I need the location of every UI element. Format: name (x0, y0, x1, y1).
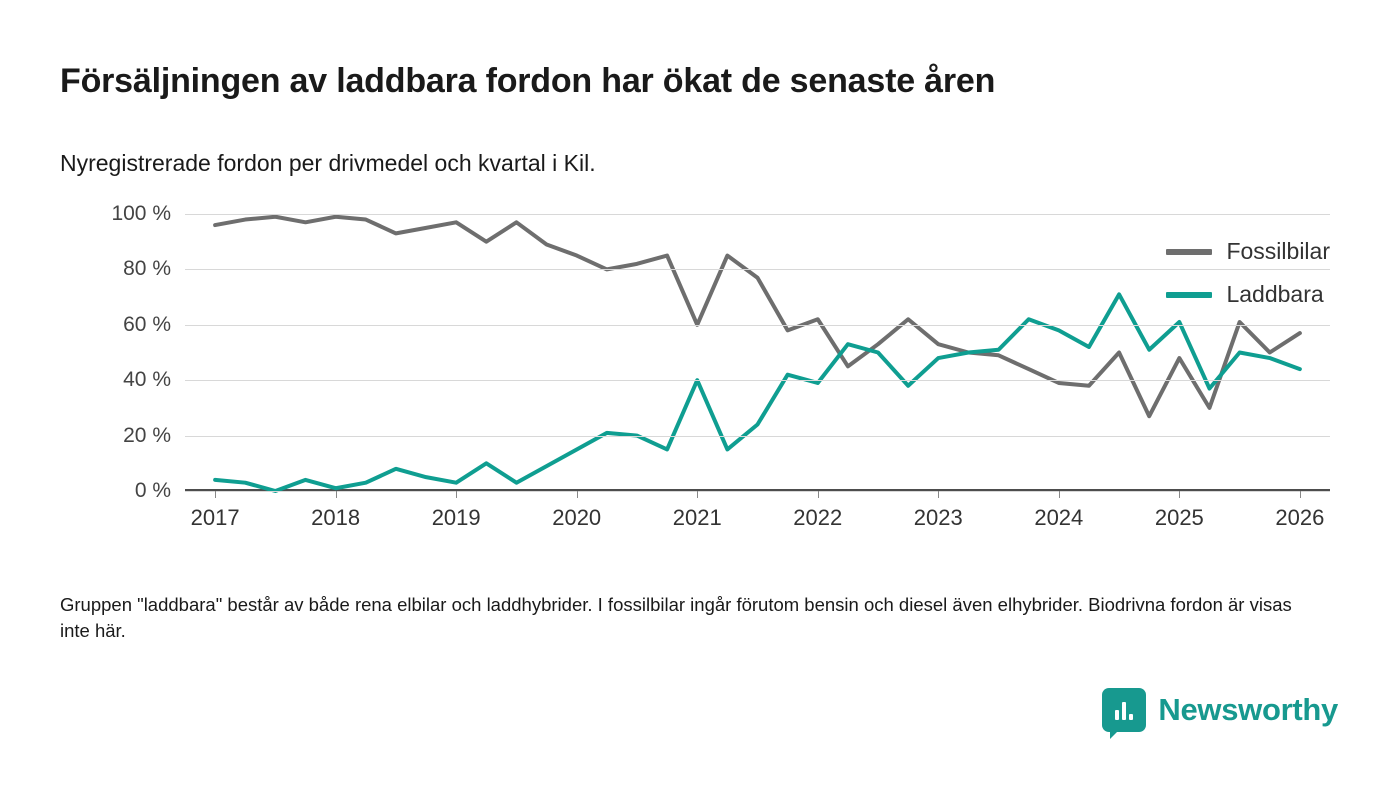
x-axis-tick-mark (818, 491, 819, 498)
x-axis-tick-mark (336, 491, 337, 498)
y-axis-tick-label: 80 % (123, 257, 171, 281)
x-axis-tick-mark (1300, 491, 1301, 498)
series-lines (185, 214, 1330, 491)
legend-swatch-fossilbilar (1166, 249, 1212, 255)
gridline (185, 436, 1330, 437)
brand-bars (1115, 700, 1133, 720)
brand-logo (1102, 688, 1338, 732)
x-axis-tick-label: 2017 (190, 505, 240, 530)
x-axis-tick-label: 2025 (1154, 505, 1204, 530)
legend-swatch-laddbara (1166, 292, 1212, 298)
gridline (185, 491, 1330, 492)
brand-name: Newsworthy (1158, 692, 1338, 727)
gridline (185, 214, 1330, 215)
bar-chart-bubble-icon (1102, 688, 1146, 732)
plot-area (111, 202, 1330, 530)
x-axis-tick-mark (938, 491, 939, 498)
x-axis-tick-label: 2020 (552, 505, 602, 530)
x-axis-tick-mark (577, 491, 578, 498)
x-axis-tick-mark (215, 491, 216, 498)
series-line-fossilbilar (215, 217, 1300, 416)
x-axis-tick-label: 2022 (793, 505, 843, 530)
legend-item-laddbara (1166, 281, 1330, 308)
y-axis-tick-label: 20 % (123, 423, 171, 447)
x-axis-tick-label: 2026 (1275, 505, 1325, 530)
x-axis-tick-label: 2018 (311, 505, 361, 530)
y-axis-tick-label: 100 % (111, 202, 171, 225)
chart-container (60, 200, 1340, 550)
legend-label-fossilbilar: Fossilbilar (1226, 238, 1330, 264)
chart-legend (1166, 238, 1330, 308)
page-subtitle: Nyregistrerade fordon per drivmedel och kvartal i Kil. (60, 150, 596, 176)
chart-footnote: Gruppen "laddbara" består av både rena elbilar och laddhybrider. I fossilbilar ingår förutom bensin och diesel även elhybrider. Biodrivna fordon är visas inte här. (60, 594, 1292, 642)
gridline (185, 269, 1330, 270)
x-axis-tick-label: 2023 (913, 505, 963, 530)
x-axis-tick-label: 2019 (431, 505, 481, 530)
y-axis-tick-label: 60 % (123, 312, 171, 336)
y-axis-tick-label: 40 % (123, 368, 171, 392)
x-axis-tick-mark (1059, 491, 1060, 498)
x-axis-tick-mark (697, 491, 698, 498)
x-axis-tick-mark (1179, 491, 1180, 498)
legend-item-fossilbilar (1166, 238, 1330, 265)
gridline (185, 380, 1330, 381)
gridline (185, 325, 1330, 326)
x-axis-tick-mark (456, 491, 457, 498)
y-axis-tick-label: 0 % (134, 479, 171, 502)
legend-label-laddbara: Laddbara (1226, 281, 1324, 307)
x-axis-tick-label: 2021 (672, 505, 722, 530)
x-axis-tick-label: 2024 (1034, 505, 1084, 530)
page-title: Försäljningen av laddbara fordon har ökat de senaste åren (60, 62, 996, 100)
